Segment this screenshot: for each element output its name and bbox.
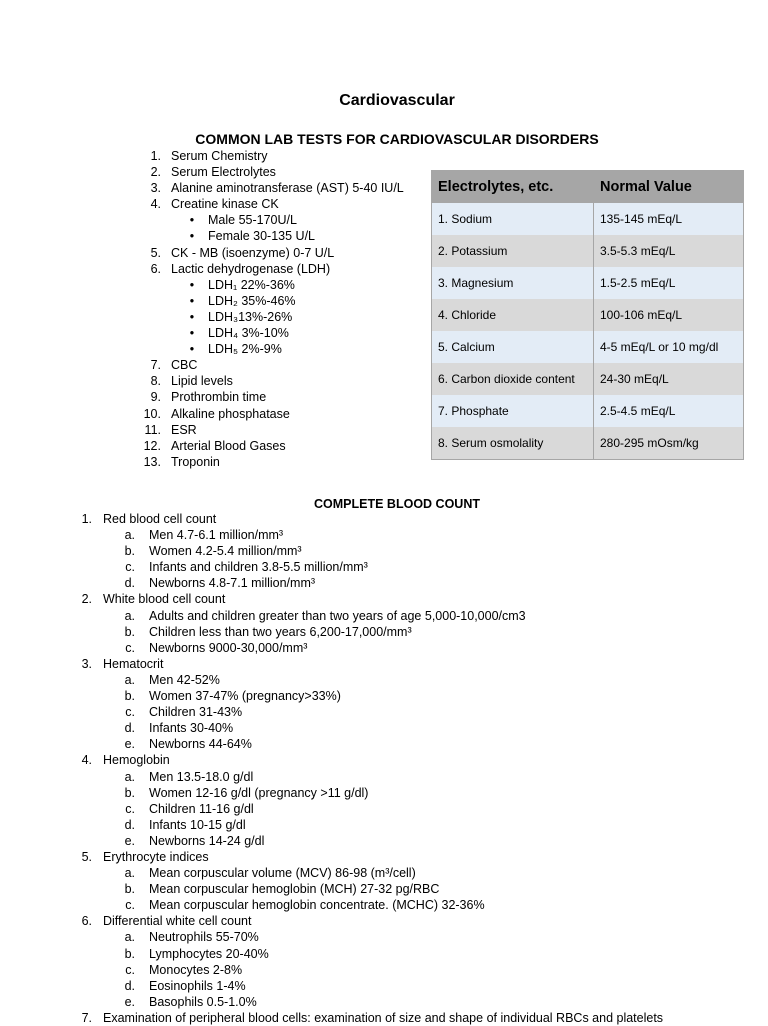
lab-test-item — [130, 438, 404, 454]
lab-test-subitem — [130, 277, 404, 293]
cbc-subitem — [64, 785, 663, 801]
lab-test-subitem — [130, 341, 404, 357]
table-row — [432, 203, 744, 235]
item-letter: e. — [124, 737, 135, 752]
item-number: 5. — [150, 245, 161, 260]
item-text: Serum Electrolytes — [171, 165, 276, 180]
item-text: Newborns 4.8-7.1 million/mm³ — [149, 576, 316, 591]
item-number: 8. — [150, 374, 161, 389]
cbc-item — [64, 511, 663, 527]
item-number: 13. — [143, 454, 161, 469]
item-text: Eosinophils 1-4% — [149, 978, 246, 993]
item-text: Children less than two years 6,200-17,000/mm³ — [149, 624, 412, 639]
bullet-icon: • — [189, 277, 195, 292]
lab-test-item — [130, 261, 404, 277]
cbc-subitem — [64, 720, 663, 736]
table-row — [432, 363, 744, 395]
bullet-icon: • — [189, 309, 195, 324]
item-text: Basophils 0.5-1.0% — [149, 994, 257, 1009]
cbc-subitem — [64, 994, 663, 1010]
item-text: Lymphocytes 20-40% — [149, 946, 269, 961]
item-text: Alanine aminotransferase (AST) 5-40 IU/L — [171, 181, 404, 196]
item-letter: d. — [124, 576, 135, 591]
item-text: Hematocrit — [103, 656, 164, 671]
lab-test-item — [130, 148, 404, 164]
item-letter: c. — [125, 640, 135, 655]
electrolytes-table — [431, 170, 744, 460]
cbc-subitem — [64, 833, 663, 849]
lab-test-subitem — [130, 309, 404, 325]
item-text: LDH₄ 3%-10% — [208, 326, 289, 341]
item-text: Women 37-47% (pregnancy>33%) — [149, 689, 341, 704]
item-letter: e. — [124, 994, 135, 1009]
normal-value: 24-30 mEq/L — [594, 363, 744, 395]
cbc-subitem — [64, 978, 663, 994]
item-text: Female 30-135 U/L — [208, 229, 316, 244]
item-letter: b. — [124, 624, 135, 639]
table-row — [432, 235, 744, 267]
item-letter: a. — [124, 672, 135, 687]
normal-value: 1.5-2.5 mEq/L — [594, 267, 744, 299]
item-text: LDH₁ 22%-36% — [208, 277, 295, 292]
item-letter: c. — [125, 898, 135, 913]
page-title: Cardiovascular — [339, 92, 455, 109]
normal-value: 100-106 mEq/L — [594, 299, 744, 331]
cbc-item — [64, 591, 663, 607]
item-letter: c. — [125, 705, 135, 720]
cbc-subitem — [64, 624, 663, 640]
item-text: Newborns 9000-30,000/mm³ — [149, 640, 308, 655]
item-number: 6. — [150, 261, 161, 276]
electrolyte-name: 5. Calcium — [432, 331, 594, 363]
item-letter: d. — [124, 721, 135, 736]
lab-test-item — [130, 389, 404, 405]
cbc-subitem — [64, 736, 663, 752]
electrolyte-name: 3. Magnesium — [432, 267, 594, 299]
lab-test-item — [130, 454, 404, 470]
item-text: Troponin — [171, 454, 220, 469]
item-text: Men 13.5-18.0 g/dl — [149, 769, 254, 784]
item-text: Red blood cell count — [103, 512, 217, 526]
lab-test-item — [130, 422, 404, 438]
item-letter: d. — [124, 978, 135, 993]
item-letter: c. — [125, 801, 135, 816]
item-text: Erythrocyte indices — [103, 849, 209, 864]
cbc-item — [64, 752, 663, 768]
item-text: Lipid levels — [171, 374, 233, 389]
item-text: Arterial Blood Gases — [171, 438, 286, 453]
item-text: Male 55-170U/L — [208, 213, 297, 228]
cbc-subitem — [64, 817, 663, 833]
normal-value: 4-5 mEq/L or 10 mg/dl — [594, 331, 744, 363]
item-number: 3. — [150, 181, 161, 196]
bullet-icon: • — [189, 342, 195, 357]
lab-test-subitem — [130, 212, 404, 228]
cbc-subitem — [64, 897, 663, 913]
bullet-icon: • — [189, 326, 195, 341]
item-text: Children 11-16 g/dl — [149, 801, 254, 816]
bullet-icon: • — [189, 229, 195, 244]
electrolyte-name: 6. Carbon dioxide content — [432, 363, 594, 395]
cbc-subitem — [64, 640, 663, 656]
item-text: Men 42-52% — [149, 672, 220, 687]
item-text: Lactic dehydrogenase (LDH) — [171, 261, 331, 276]
item-text: Examination of peripheral blood cells: examination of size and shape of individual RBCs and platelets — [103, 1010, 664, 1025]
normal-value: 280-295 mOsm/kg — [594, 427, 744, 460]
item-text: Hemoglobin — [103, 753, 170, 768]
item-text: Newborns 44-64% — [149, 737, 252, 752]
cbc-subitem — [64, 559, 663, 575]
cbc-subitem — [64, 575, 663, 591]
item-number: 5. — [81, 849, 92, 864]
table-row — [432, 299, 744, 331]
item-number: 11. — [144, 422, 161, 437]
table-row — [432, 395, 744, 427]
item-text: Infants 30-40% — [149, 721, 234, 736]
lab-test-item — [130, 406, 404, 422]
item-letter: d. — [124, 817, 135, 832]
cbc-list — [64, 511, 663, 1026]
item-text: LDH₃13%-26% — [208, 309, 293, 324]
item-letter: e. — [124, 833, 135, 848]
item-number: 3. — [81, 656, 92, 671]
cbc-subitem — [64, 881, 663, 897]
normal-value: 2.5-4.5 mEq/L — [594, 395, 744, 427]
item-number: 12. — [143, 438, 161, 453]
item-letter: a. — [124, 866, 135, 881]
item-number: 2. — [81, 592, 92, 607]
cbc-subitem — [64, 929, 663, 945]
lab-tests-heading: COMMON LAB TESTS FOR CARDIOVASCULAR DISORDERS — [195, 131, 599, 147]
lab-test-item — [130, 357, 404, 373]
cbc-subitem — [64, 704, 663, 720]
electrolyte-name: 1. Sodium — [432, 203, 594, 235]
cbc-subitem — [64, 672, 663, 688]
item-text: Prothrombin time — [171, 390, 267, 405]
cbc-subitem — [64, 527, 663, 543]
item-text: Women 12-16 g/dl (pregnancy >11 g/dl) — [149, 785, 369, 800]
cbc-subitem — [64, 688, 663, 704]
item-number: 10. — [143, 406, 161, 421]
item-number: 7. — [150, 358, 161, 373]
item-number: 1. — [81, 512, 92, 526]
item-text: Mean corpuscular hemoglobin (MCH) 27-32 pg/RBC — [149, 882, 440, 897]
item-text: LDH₅ 2%-9% — [208, 342, 282, 357]
lab-test-subitem — [130, 325, 404, 341]
cbc-item — [64, 849, 663, 865]
item-text: Mean corpuscular hemoglobin concentrate. (MCHC) 32-36% — [149, 898, 485, 913]
normal-value: 3.5-5.3 mEq/L — [594, 235, 744, 267]
cbc-subitem — [64, 543, 663, 559]
item-number: 7. — [81, 1010, 92, 1025]
cbc-heading: COMPLETE BLOOD COUNT — [314, 497, 480, 511]
item-text: Infants 10-15 g/dl — [149, 817, 246, 832]
item-number: 6. — [81, 914, 92, 929]
item-text: Mean corpuscular volume (MCV) 86-98 (m³/cell) — [149, 866, 416, 881]
lab-tests-list — [130, 148, 404, 470]
cbc-subitem — [64, 608, 663, 624]
item-number: 4. — [81, 753, 92, 768]
item-letter: b. — [124, 689, 135, 704]
lab-test-item — [130, 373, 404, 389]
item-number: 1. — [150, 149, 161, 163]
item-text: Serum Chemistry — [171, 149, 268, 163]
electrolyte-name: 7. Phosphate — [432, 395, 594, 427]
item-text: Women 4.2-5.4 million/mm³ — [149, 544, 302, 559]
item-text: CK - MB (isoenzyme) 0-7 U/L — [171, 245, 335, 260]
item-letter: a. — [124, 608, 135, 623]
lab-test-item — [130, 196, 404, 212]
lab-test-item — [130, 180, 404, 196]
item-letter: c. — [125, 962, 135, 977]
item-letter: b. — [124, 544, 135, 559]
item-text: Newborns 14-24 g/dl — [149, 833, 265, 848]
item-text: Adults and children greater than two years of age 5,000-10,000/cm3 — [149, 608, 526, 623]
lab-test-subitem — [130, 293, 404, 309]
item-text: ESR — [171, 422, 197, 437]
item-text: Children 31-43% — [149, 705, 243, 720]
item-text: Differential white cell count — [103, 914, 252, 929]
lab-test-item — [130, 245, 404, 261]
item-text: Neutrophils 55-70% — [149, 930, 259, 945]
column-header: Normal Value — [594, 171, 744, 204]
electrolyte-name: 8. Serum osmolality — [432, 427, 594, 460]
item-number: 2. — [150, 165, 161, 180]
electrolyte-name: 2. Potassium — [432, 235, 594, 267]
item-letter: b. — [124, 946, 135, 961]
table-row — [432, 331, 744, 363]
item-letter: b. — [124, 882, 135, 897]
item-number: 9. — [150, 390, 161, 405]
bullet-icon: • — [189, 213, 195, 228]
cbc-subitem — [64, 769, 663, 785]
item-letter: a. — [124, 930, 135, 945]
electrolyte-name: 4. Chloride — [432, 299, 594, 331]
item-letter: c. — [125, 560, 135, 575]
item-letter: a. — [124, 769, 135, 784]
lab-test-item — [130, 164, 404, 180]
table-row — [432, 427, 744, 460]
item-text: Creatine kinase CK — [171, 197, 279, 212]
item-text: Monocytes 2-8% — [149, 962, 243, 977]
bullet-icon: • — [189, 293, 195, 308]
item-letter: b. — [124, 785, 135, 800]
cbc-item — [64, 656, 663, 672]
cbc-subitem — [64, 946, 663, 962]
cbc-subitem — [64, 962, 663, 978]
cbc-item — [64, 913, 663, 929]
item-text: Alkaline phosphatase — [171, 406, 290, 421]
item-text: CBC — [171, 358, 198, 373]
item-text: White blood cell count — [103, 592, 226, 607]
item-number: 4. — [150, 197, 161, 212]
item-text: LDH₂ 35%-46% — [208, 293, 296, 308]
table-header-row — [432, 171, 744, 204]
item-letter: a. — [124, 528, 135, 543]
table-row — [432, 267, 744, 299]
lab-test-subitem — [130, 228, 404, 244]
cbc-subitem — [64, 801, 663, 817]
cbc-subitem — [64, 865, 663, 881]
item-text: Men 4.7-6.1 million/mm³ — [149, 528, 284, 543]
item-text: Infants and children 3.8-5.5 million/mm³ — [149, 560, 368, 575]
column-header: Electrolytes, etc. — [432, 171, 594, 204]
normal-value: 135-145 mEq/L — [594, 203, 744, 235]
